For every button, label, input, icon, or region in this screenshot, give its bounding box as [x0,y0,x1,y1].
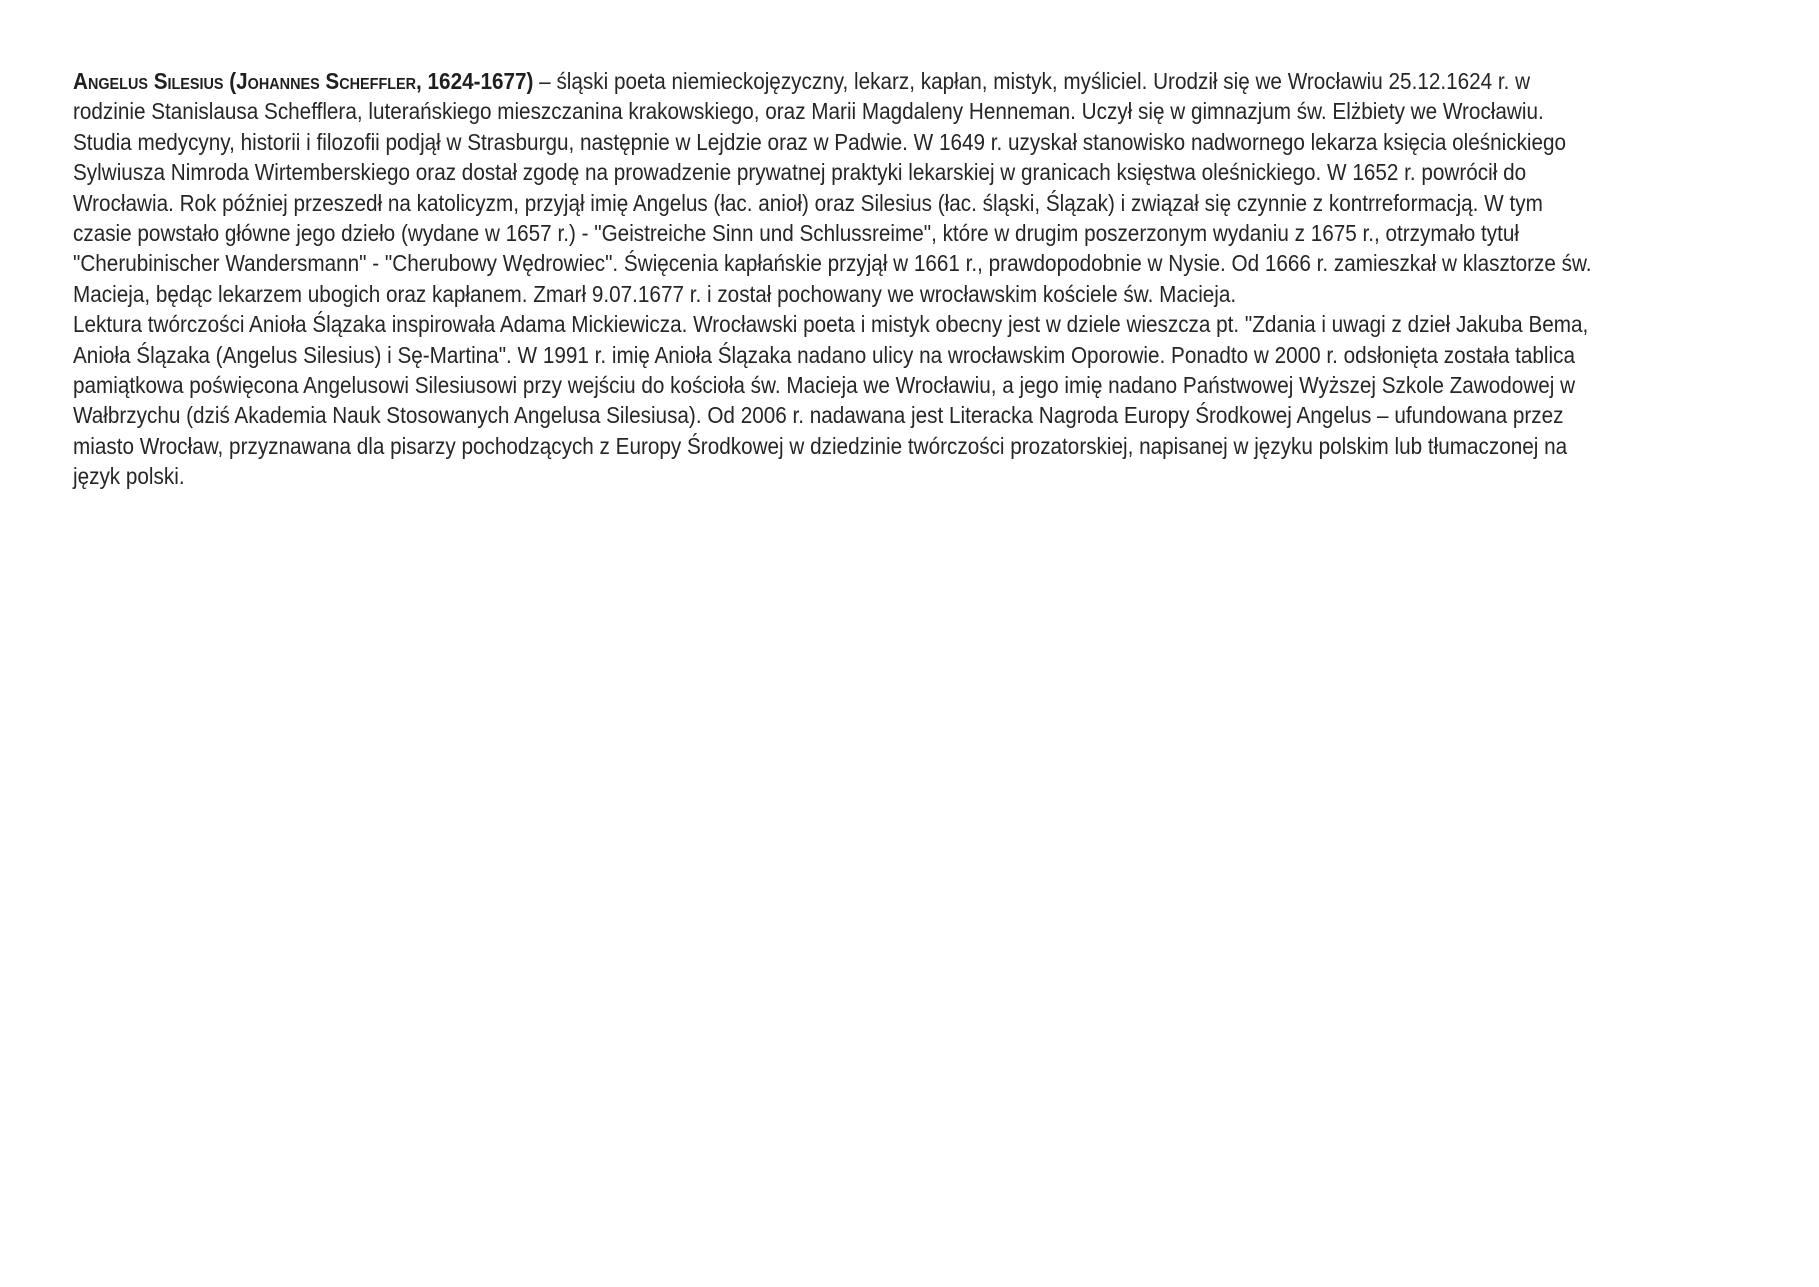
biography-body: – śląski poeta niemieckojęzyczny, lekarz, kapłan, mistyk, myśliciel. Urodził się we Wrocławiu 25.12.1624 r. w rodzinie Stanislausa Schefflera, luterańskiego mieszczanina krakowskiego, oraz Marii Magdaleny Henneman. Uczył się w gimnazjum św. Elżbiety we Wrocławiu. Studia medycyny, historii i filozofii podjął w Strasburgu, następnie w Lejdzie oraz w Padwie. W 1649 r. uzyskał stanowisko nadwornego lekarza księcia oleśnickiego Sylwiusza Nimroda Wirtemberskiego oraz dostał zgodę na prowadzenie prywatnej praktyki lekarskiej w granicach księstwa oleśnickiego. W 1652 r. powrócił do Wrocławia. Rok później przeszedł na katolicyzm, przyjął imię Angelus (łac. anioł) oraz Silesius (łac. śląski, Ślązak) i związał się czynnie z kontrreformacją. W tym czasie powstało główne jego dzieło (wydane w 1657 r.) - "Geistreiche Sinn und Schlussreime", które w drugim poszerzonym wydaniu z 1675 r., otrzymało tytuł "Cherubinischer Wandersmann" - "Cherubowy Wędrowiec". Święcenia kapłańskie przyjął w 1661 r., prawdopodobnie w Nysie. Od 1666 r. zamieszkał w klasztorze św. Macieja, będąc lekarzem ubogich oraz kapłanem. Zmarł 9.07.1677 r. i został pochowany we wrocławskim kościele św. Macieja. [73,68,1592,307]
biography-paragraph [73,66,1603,309]
biography-heading: Angelus Silesius (Johannes Scheffler, 1624-1677) [73,68,534,94]
biography-text [73,66,1603,492]
legacy-paragraph: Lektura twórczości Anioła Ślązaka inspirowała Adama Mickiewicza. Wrocławski poeta i mistyk obecny jest w dziele wieszcza pt. "Zdania i uwagi z dzieł Jakuba Bema, Anioła Ślązaka (Angelus Silesius) i Sę-Martina". W 1991 r. imię Anioła Ślązaka nadano ulicy na wrocławskim Oporowie. Ponadto w 2000 r. odsłonięta została tablica pamiątkowa poświęcona Angelusowi Silesiusowi przy wejściu do kościoła św. Macieja we Wrocławiu, a jego imię nadano Państwowej Wyższej Szkole Zawodowej w Wałbrzychu (dziś Akademia Nauk Stosowanych Angelusa Silesiusa). Od 2006 r. nadawana jest Literacka Nagroda Europy Środkowej Angelus – ufundowana przez miasto Wrocław, przyznawana dla pisarzy pochodzących z Europy Środkowej w dziedzinie twórczości prozatorskiej, napisanej w języku polskim lub tłumaczonej na język polski. [73,311,1589,490]
